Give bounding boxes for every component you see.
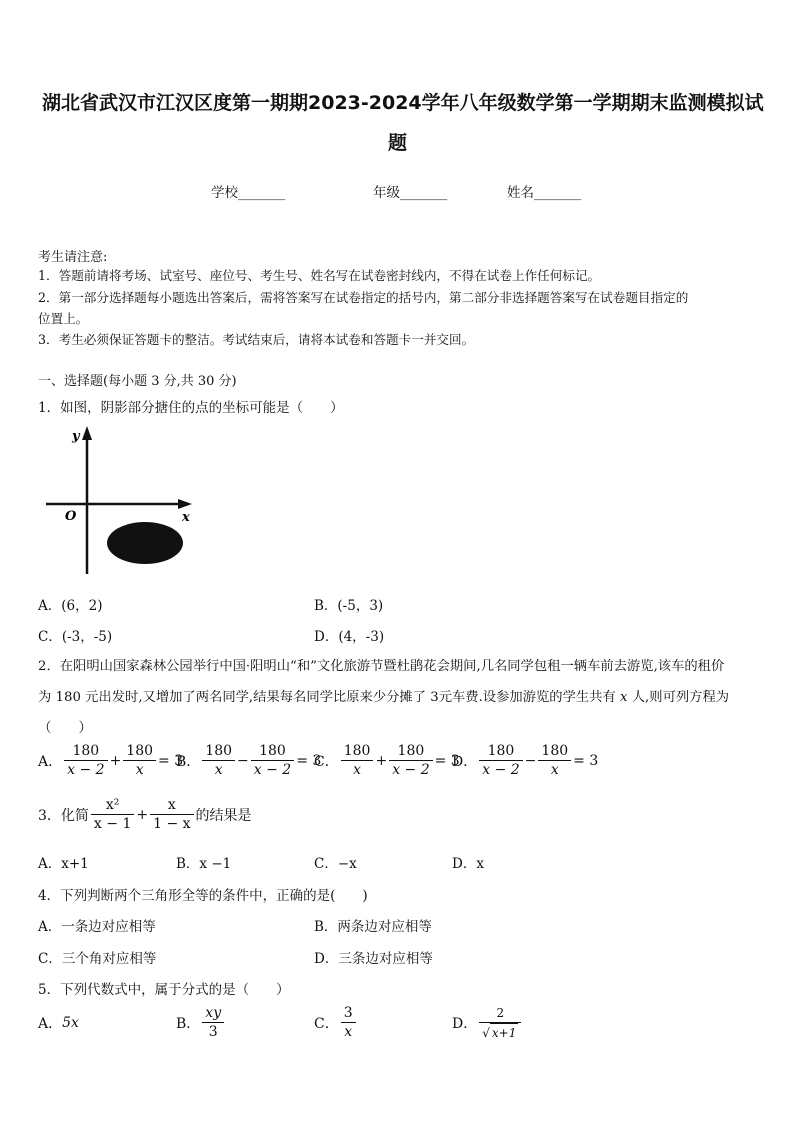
y-axis-arrow <box>82 426 92 440</box>
option-label: D． <box>452 1016 478 1032</box>
operator: − <box>237 752 249 769</box>
option-label: D． <box>452 856 477 872</box>
operator: + <box>136 806 149 823</box>
denominator: x − 2 <box>479 760 522 779</box>
denominator: x <box>538 760 571 779</box>
shaded-region <box>107 522 183 564</box>
x-axis-label: x <box>182 510 190 525</box>
q3-suffix: 的结果是 <box>195 807 252 824</box>
denominator: x <box>123 760 156 779</box>
operator: + <box>375 752 388 769</box>
operator: − <box>524 752 537 769</box>
section-heading: 一、选择题(每小题 3 分,共 30 分) <box>38 374 237 389</box>
option-value: 5x <box>62 1015 79 1031</box>
y-axis-label: y <box>72 429 80 444</box>
q4-option-d: D．三条边对应相等 <box>314 951 433 967</box>
q3-option-d <box>452 852 484 872</box>
notice-item-2: 2．第一部分选择题每小题选出答案后，需将答案写在试卷指定的括号内，第二部分非选择题答案写在试卷题目指定的 <box>38 290 689 305</box>
option-label: C． <box>314 753 339 770</box>
name-field: 姓名_______ <box>507 185 582 201</box>
option-value: x <box>476 856 484 872</box>
numerator: 180 <box>205 743 233 759</box>
numerator: 180 <box>541 743 569 759</box>
page-title-line1: 湖北省武汉市江汉区度第一期期2023-2024学年八年级数学第一学期期末监测模拟试 <box>42 92 764 114</box>
q2-stem-text-b: 人,则可列方程为 <box>631 690 730 705</box>
numerator: 180 <box>72 743 100 759</box>
q5-option-a <box>38 1013 79 1033</box>
q5-option-b <box>176 1004 226 1041</box>
page-title-line2: 题 <box>388 132 408 154</box>
denominator: x − 1 <box>91 814 134 833</box>
q3-prefix: 3．化简 <box>38 807 89 824</box>
q1-option-b: B．(-5，3) <box>314 598 384 614</box>
numerator: 180 <box>126 743 154 759</box>
q2-stem-line3: （ ） <box>38 720 92 736</box>
notice-item-2-cont: 位置上。 <box>38 311 89 326</box>
q1-option-c: C．(-3，-5) <box>38 629 113 645</box>
numerator: 180 <box>259 743 286 759</box>
q2-stem-text-a: 为 180 元出发时,又增加了两名同学,结果每名同学比原来少分摊了 3元车费.设参加游览的学生共有 <box>38 690 616 705</box>
radicand: x+1 <box>490 1023 518 1042</box>
q1-option-d: D．(4，-3) <box>314 629 385 645</box>
option-label: B． <box>176 856 200 872</box>
q2-stem-line1: 2．在阳明山国家森林公园举行中国·阳明山“和”文化旅游节暨杜鹃花会期间,几名同学包租一辆车前去游览,该车的租价 <box>38 659 725 674</box>
equation-rhs: = 3 <box>296 752 322 769</box>
q5-stem: 5．下列代数式中，属于分式的是（ ） <box>38 982 290 998</box>
option-label: C． <box>314 856 338 872</box>
q5-option-c <box>314 1004 358 1041</box>
option-label: A． <box>38 753 63 770</box>
denominator: 1 − x <box>150 814 193 833</box>
equation-rhs: = 3 <box>573 752 599 769</box>
q2-option-c <box>314 742 460 779</box>
operator: + <box>109 752 122 769</box>
numerator: 3 <box>343 1005 353 1021</box>
notice-item-1: 1．答题前请将考场、试室号、座位号、考生号、姓名写在试卷密封线内，不得在试卷上作任何标记。 <box>38 268 601 283</box>
numerator: 180 <box>487 743 515 759</box>
denominator: x − 2 <box>64 760 107 779</box>
origin-label: O <box>65 509 77 524</box>
option-value: x −1 <box>199 856 232 872</box>
q2-variable: x <box>620 690 628 705</box>
denominator: 3 <box>202 1022 224 1041</box>
school-field: 学校_______ <box>211 185 286 201</box>
q3-stem <box>38 796 252 833</box>
option-value: −x <box>337 856 357 872</box>
equation-rhs: = 3 <box>434 752 460 769</box>
option-value: x+1 <box>61 856 89 872</box>
q3-option-a <box>38 852 89 872</box>
numerator: 2 <box>496 1006 505 1020</box>
q4-option-a: A．一条边对应相等 <box>38 919 156 935</box>
q4-stem: 4．下列判断两个三角形全等的条件中，正确的是( ) <box>38 888 368 904</box>
numerator: 180 <box>343 743 371 759</box>
numerator: x² <box>105 797 120 813</box>
q2-option-d <box>452 742 598 779</box>
equation-rhs: = 3 <box>158 752 184 769</box>
q2-option-b <box>176 742 321 779</box>
option-label: C． <box>314 1015 339 1032</box>
q1-option-a: A．(6，2) <box>38 598 103 614</box>
numerator: xy <box>205 1005 222 1021</box>
q1-stem: 1．如图，阴影部分搪住的点的坐标可能是（ ） <box>38 400 344 416</box>
option-label: A． <box>38 856 62 872</box>
denominator: x <box>341 760 374 779</box>
denominator: x <box>202 760 235 779</box>
q2-stem-line2 <box>38 686 729 705</box>
denominator: √ x+1 <box>479 1022 521 1042</box>
q4-option-c: C．三个角对应相等 <box>38 951 157 967</box>
q4-option-b: B．两条边对应相等 <box>314 919 432 935</box>
q2-option-a <box>38 742 183 779</box>
notice-item-3: 3．考生必须保证答题卡的整洁。考试结束后，请将本试卷和答题卡一并交回。 <box>38 332 475 347</box>
notice-heading: 考生请注意: <box>38 250 108 265</box>
numerator: x <box>167 797 176 813</box>
x-axis-arrow <box>178 499 192 509</box>
numerator: 180 <box>397 743 425 759</box>
q3-option-b <box>176 852 231 872</box>
option-label: B． <box>176 1015 201 1032</box>
q5-option-d <box>452 1004 523 1042</box>
denominator: x − 2 <box>389 760 432 779</box>
grade-field: 年级_______ <box>373 185 448 201</box>
denominator: x <box>341 1022 356 1041</box>
option-label: B． <box>176 753 201 770</box>
q3-option-c <box>314 852 357 872</box>
q1-coordinate-figure <box>40 422 200 582</box>
option-label: D． <box>452 753 478 770</box>
denominator: x − 2 <box>251 760 294 779</box>
option-label: A． <box>38 1016 63 1032</box>
